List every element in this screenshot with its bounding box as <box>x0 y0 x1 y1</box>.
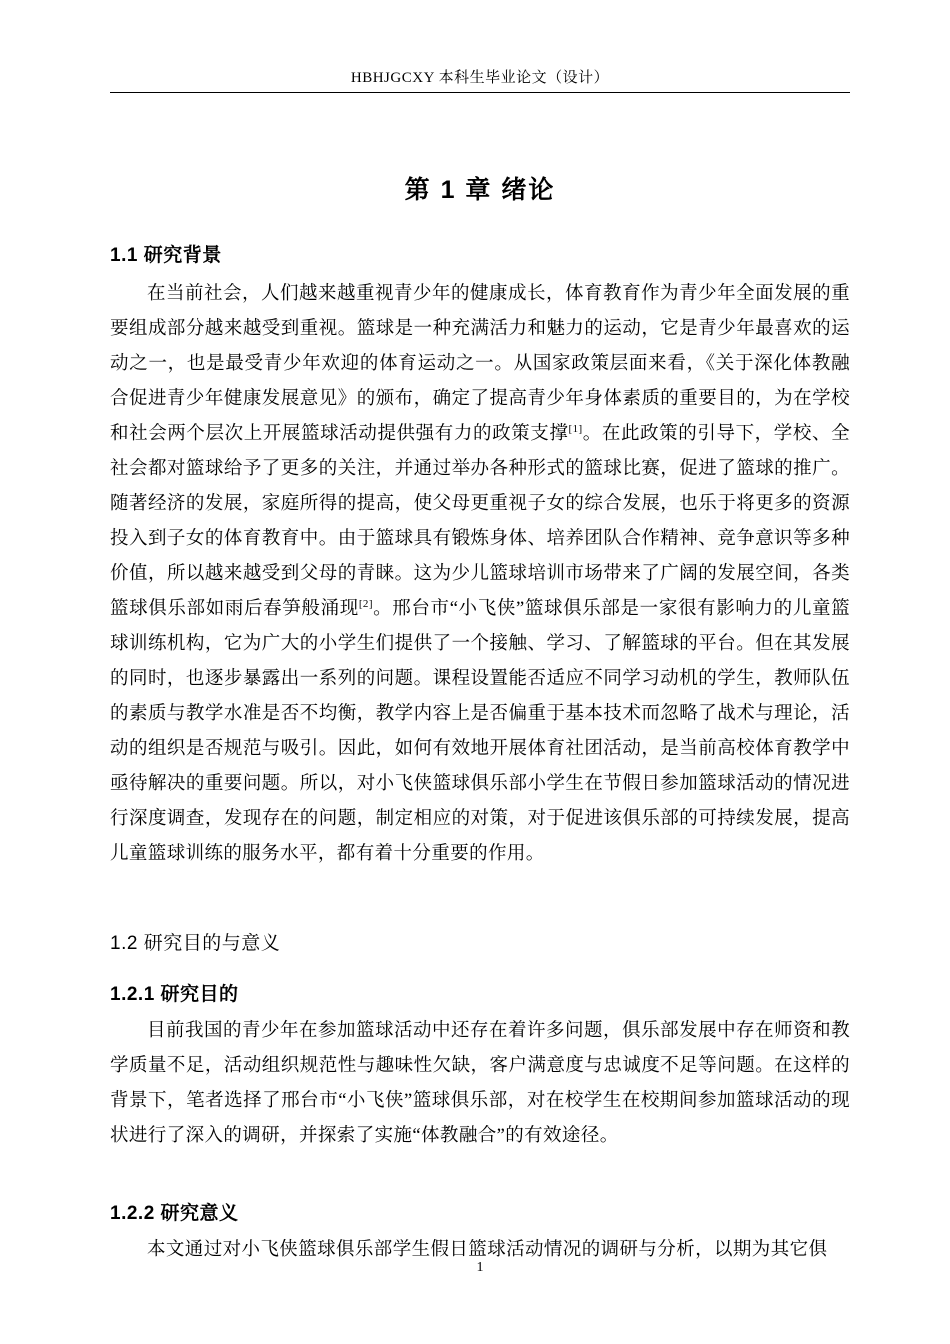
paragraph-text: 本文通过对小飞侠篮球俱乐部学生假日篮球活动情况的调研与分析，以期为其它俱 <box>147 1240 828 1260</box>
page-header <box>110 66 850 87</box>
section-heading-1-2: 1.2 研究目的与意义 <box>110 933 281 954</box>
header-divider <box>110 92 850 93</box>
paragraph-text: 目前我国的青少年在参加篮球活动中还存在着许多问题，俱乐部发展中存在师资和教学质量不足，活动组织规范性与趣味性欠缺，客户满意度与忠诚度不足等问题。在这样的背景下，笔者选择了邢台市“小飞侠”篮球俱乐部，对在校学生在校期间参加篮球活动的现状进行了深入的调研，并探索了实施“体教融合”的有效途径。 <box>110 1021 850 1146</box>
paragraph-text: 在当前社会，人们越来越重视青少年的健康成长，体育教育作为青少年全面发展的重要组成部分越来越受到重视。篮球是一种充满活力和魅力的运动，它是青少年最喜欢的运动之一，也是最受青少年欢迎的体育运动之一。从国家政策层面来看，《关于深化体教融合促进青少年健康发展意见》的颁布，确定了提高青少年身体素质的重要目的，为在学校和社会两个层次上开展篮球活动提供强有力的政策支撑[1]。在此政策的引导下，学校、全社会都对篮球给予了更多的关注，并通过举办各种形式的篮球比赛，促进了篮球的推广。随著经济的发展，家庭所得的提高，使父母更重视子女的综合发展，也乐于将更多的资源投入到子女的体育教育中。由于篮球具有锻炼身体、培养团队合作精神、竞争意识等多种价值，所以越来越受到父母的青睐。这为少儿篮球培训市场带来了广阔的发展空间，各类篮球俱乐部如雨后春笋般涌现[2]。邢台市“小飞侠”篮球俱乐部是一家很有影响力的儿童篮球训练机构，它为广大的小学生们提供了一个接触、学习、了解篮球的平台。但在其发展的同时，也逐步暴露出一系列的问题。课程设置能否适应不同学习动机的学生，教师队伍的素质与教学水准是否不均衡，教学内容上是否偏重于基本技术而忽略了战术与理论，活动的组织是否规范与吸引。因此，如何有效地开展体育社团活动，是当前高校体育教学中亟待解决的重要问题。所以，对小飞侠篮球俱乐部小学生在节假日参加篮球活动的情况进行深度调查，发现存在的问题，制定相应的对策，对于促进该俱乐部的可持续发展，提高儿童篮球训练的服务水平，都有着十分重要的作用。 <box>110 284 851 864</box>
section-heading-1-2-1: 1.2.1 研究目的 <box>110 984 239 1005</box>
page-number: 1 <box>476 1260 484 1275</box>
section-heading-1-1: 1.1 研究背景 <box>110 245 222 266</box>
paragraph-1-1-1 <box>110 277 850 872</box>
page-footer <box>110 1260 850 1276</box>
document-body <box>110 150 850 1272</box>
page-content-area <box>110 0 850 1344</box>
section-spacer <box>110 1158 850 1174</box>
section-spacer <box>110 876 850 902</box>
section-heading-1-2-2: 1.2.2 研究意义 <box>110 1203 239 1224</box>
chapter-title: 第 1 章 绪论 <box>404 176 556 204</box>
paragraph-1-2-1-1 <box>110 1014 850 1154</box>
header-title: HBHJGCXY 本科生毕业论文（设计） <box>350 70 610 86</box>
